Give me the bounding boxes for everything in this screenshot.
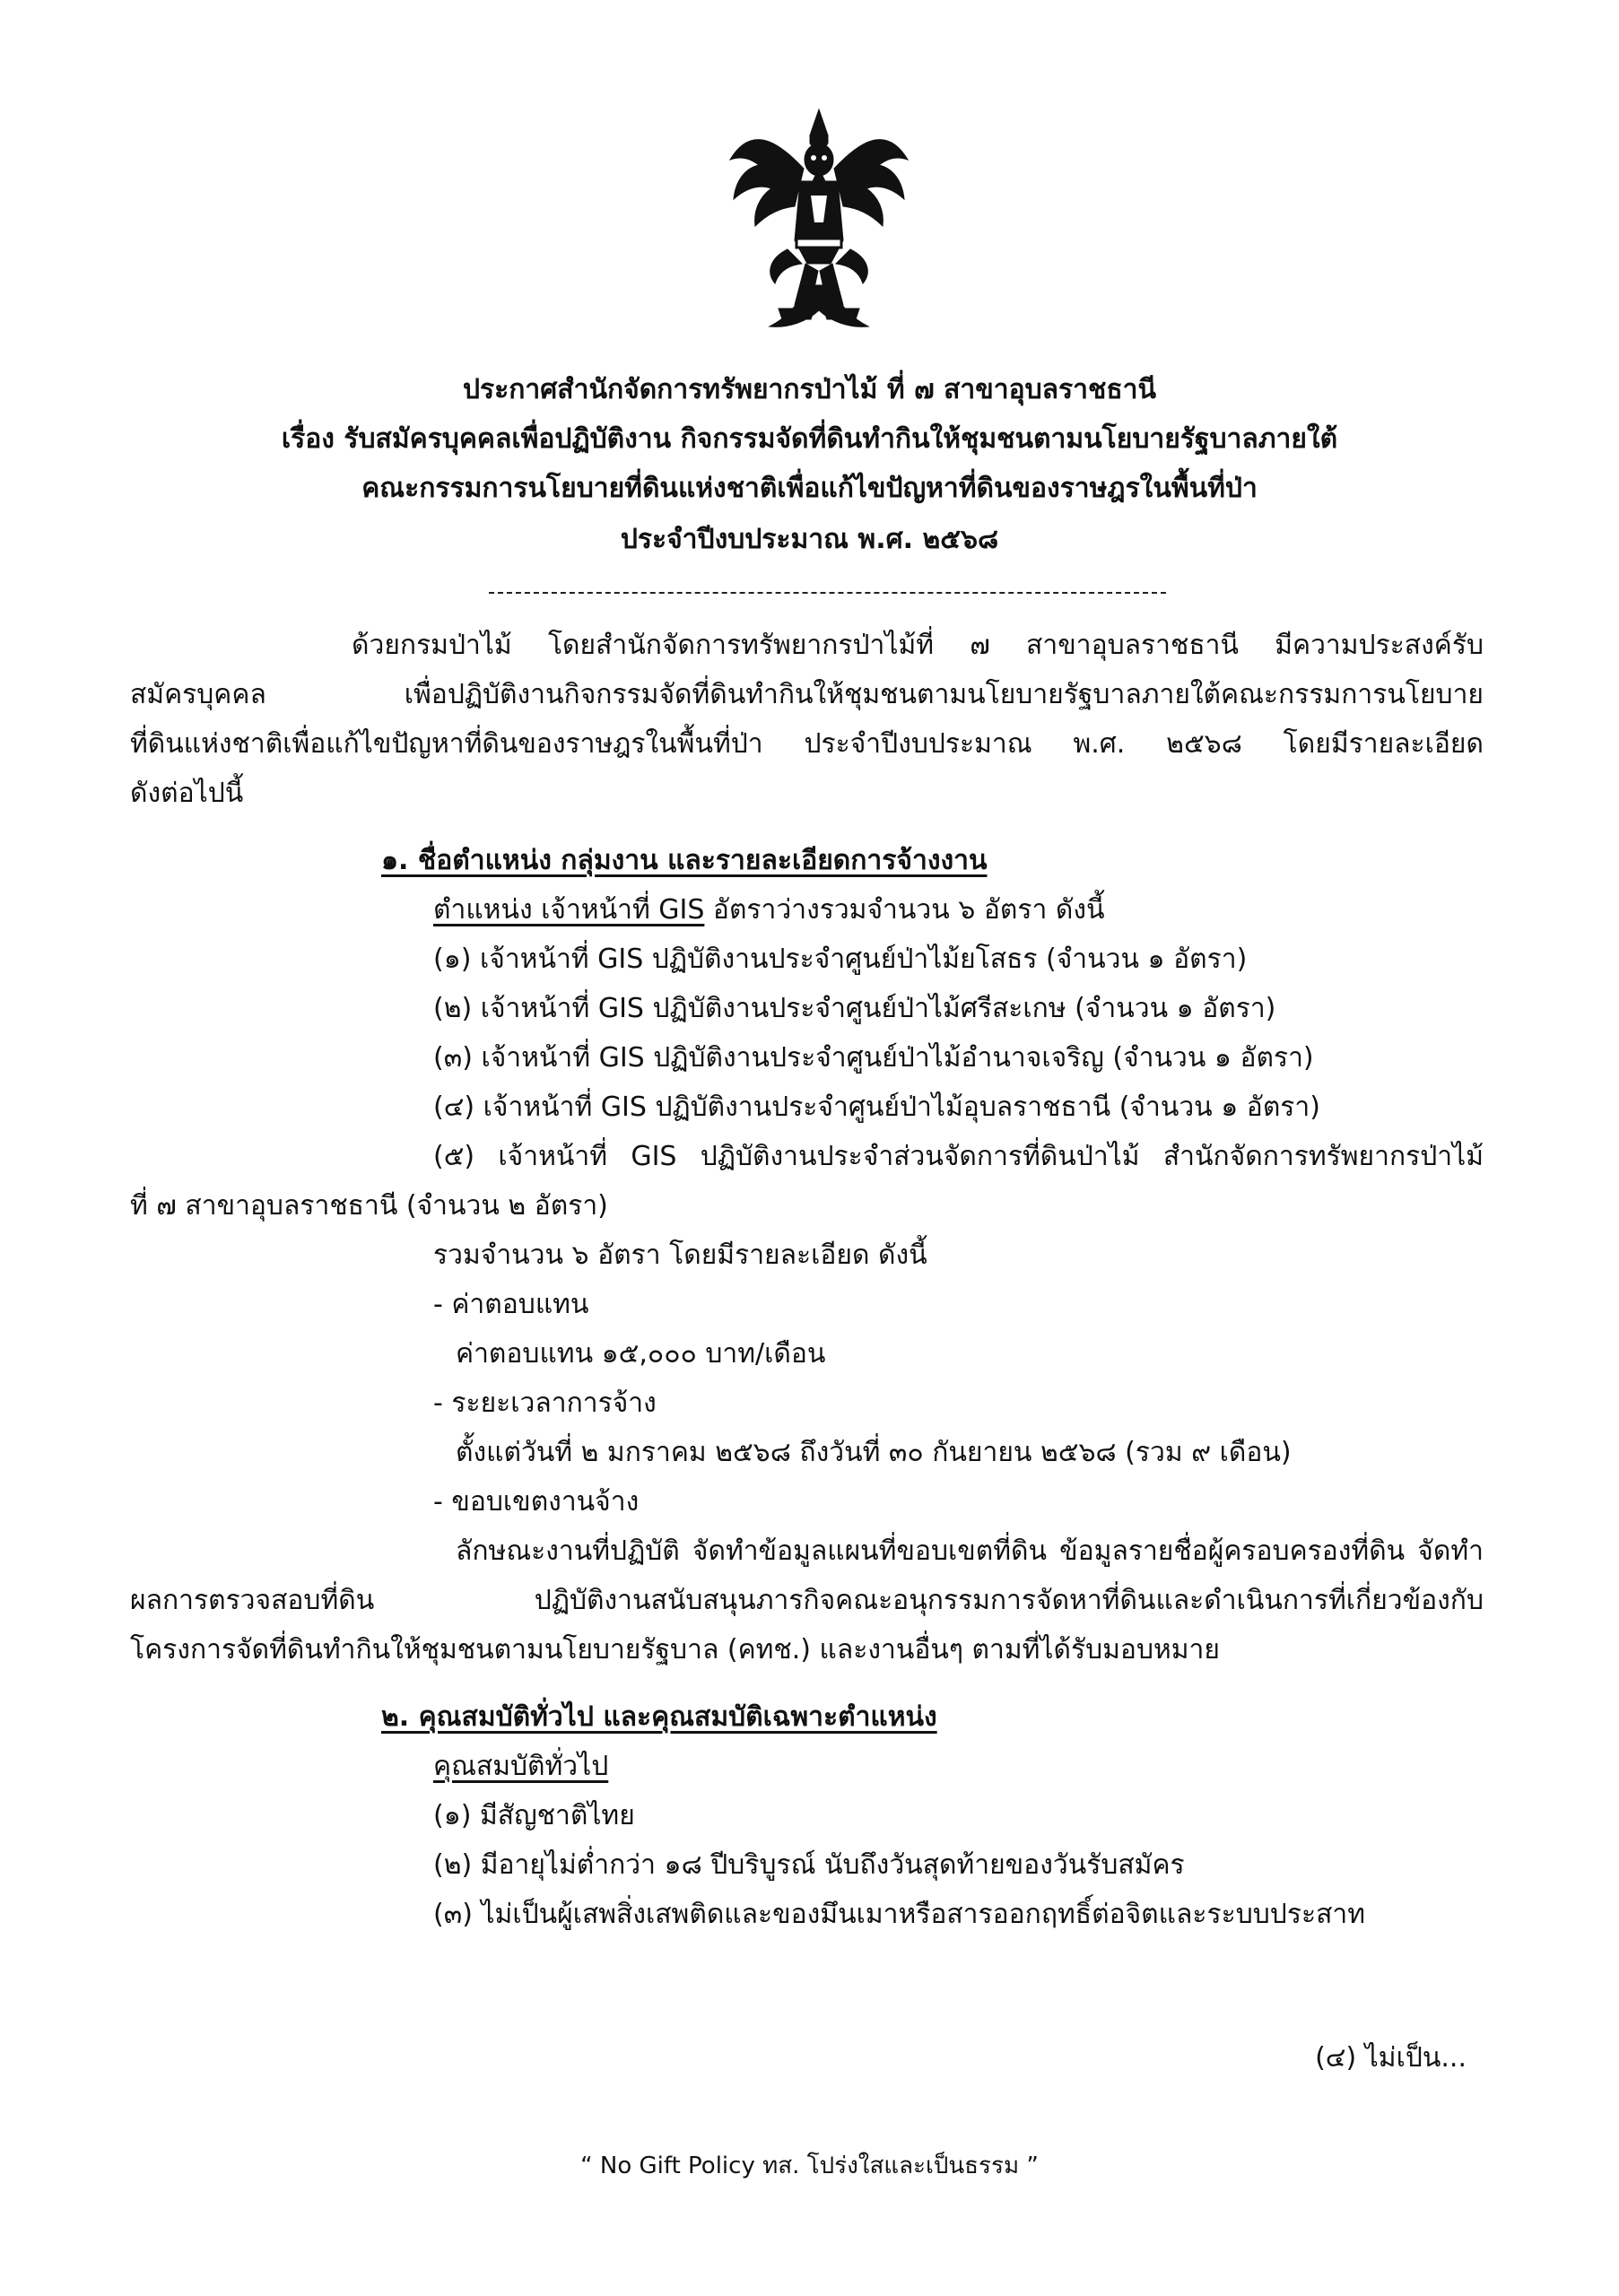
position-total: รวมจำนวน ๖ อัตรา โดยมีรายละเอียด ดังนี้ <box>433 1239 927 1271</box>
position-vacancies: อัตราว่างรวมจำนวน ๖ อัตรา ดังนี้ <box>704 894 1105 926</box>
intro-line-1: ด้วยกรมป่าไม้ โดยสำนักจัดการทรัพยากรป่าไม้ที่ ๗ สาขาอุบลราชธานี มีความประสงค์รับ <box>352 630 1484 661</box>
scope-label: - ขอบเขตงานจ้าง <box>433 1486 640 1518</box>
announcement-title-line-1: ประกาศสำนักจัดการทรัพยากรป่าไม้ ที่ ๗ สาขาอุบลราชธานี <box>462 374 1157 405</box>
intro-line-3: ที่ดินแห่งชาติเพื่อแก้ไขปัญหาที่ดินของราษฎรในพื้นที่ป่า ประจำปีงบประมาณ พ.ศ. ๒๕๖๘ โดยมีรายละเอียด <box>130 728 1484 760</box>
position-item-5-line-1: (๕) เจ้าหน้าที่ GIS ปฏิบัติงานประจำส่วนจัดการที่ดินป่าไม้ สำนักจัดการทรัพยากรป่าไม้ <box>433 1141 1484 1172</box>
position-line <box>433 892 1105 928</box>
qualification-item-1: (๑) มีสัญชาติไทย <box>433 1800 635 1831</box>
position-item-5-line-2: ที่ ๗ สาขาอุบลราชธานี (จำนวน ๒ อัตรา) <box>130 1190 608 1222</box>
intro-line-2: สมัครบุคคล เพื่อปฏิบัติงานกิจกรรมจัดที่ดินทำกินให้ชุมชนตามนโยบายรัฐบาลภายใต้คณะกรรมการนโยบาย <box>130 679 1484 710</box>
announcement-title-line-3: คณะกรรมการนโยบายที่ดินแห่งชาติเพื่อแก้ไขปัญหาที่ดินของราษฎรในพื้นที่ป่า <box>361 473 1258 504</box>
position-item-3: (๓) เจ้าหน้าที่ GIS ปฏิบัติงานประจำศูนย์ป่าไม้อำนาจเจริญ (จำนวน ๑ อัตรา) <box>433 1042 1314 1074</box>
position-item-1: (๑) เจ้าหน้าที่ GIS ปฏิบัติงานประจำศูนย์ป่าไม้ยโสธร (จำนวน ๑ อัตรา) <box>433 944 1248 975</box>
period-value: ตั้งแต่วันที่ ๒ มกราคม ๒๕๖๘ ถึงวันที่ ๓๐ กันยายน ๒๕๖๘ (รวม ๙ เดือน) <box>456 1437 1292 1468</box>
scope-line-1: ลักษณะงานที่ปฏิบัติ จัดทำข้อมูลแผนที่ขอบเขตที่ดิน ข้อมูลรายชื่อผู้ครอบครองที่ดิน จัดทำ <box>456 1535 1484 1567</box>
continuation-note: (๔) ไม่เป็น... <box>1315 2042 1467 2074</box>
footer-policy: “ No Gift Policy ทส. โปร่งใสและเป็นธรรม ” <box>580 2152 1039 2179</box>
general-qualifications-heading: คุณสมบัติทั่วไป <box>433 1751 609 1782</box>
section-1-heading: ๑. ชื่อตำแหน่ง กลุ่มงาน และรายละเอียดการจ้างงาน <box>381 845 988 876</box>
section-2-heading: ๒. คุณสมบัติทั่วไป และคุณสมบัติเฉพาะตำแหน่ง <box>381 1701 937 1733</box>
title-divider <box>489 592 1166 594</box>
qualification-item-2: (๒) มีอายุไม่ต่ำกว่า ๑๘ ปีบริบูรณ์ นับถึงวันสุดท้ายของวันรับสมัคร <box>433 1849 1185 1881</box>
period-label: - ระยะเวลาการจ้าง <box>433 1387 657 1419</box>
position-item-4: (๔) เจ้าหน้าที่ GIS ปฏิบัติงานประจำศูนย์ป่าไม้อุบลราชธานี (จำนวน ๑ อัตรา) <box>433 1091 1320 1123</box>
announcement-title-line-4: ประจำปีงบประมาณ พ.ศ. ๒๕๖๘ <box>620 524 999 555</box>
announcement-title-line-2: เรื่อง รับสมัครบุคคลเพื่อปฏิบัติงาน กิจกรรมจัดที่ดินทำกินให้ชุมชนตามนโยบายรัฐบาลภายใต้ <box>281 423 1338 455</box>
pay-label: - ค่าตอบแทน <box>433 1289 589 1320</box>
qualification-item-3: (๓) ไม่เป็นผู้เสพสิ่งเสพติดและของมึนเมาหรือสารออกฤทธิ์ต่อจิตและระบบประสาท <box>433 1899 1365 1930</box>
scope-line-3: โครงการจัดที่ดินทำกินให้ชุมชนตามนโยบายรัฐบาล (คทช.) และงานอื่นๆ ตามที่ได้รับมอบหมาย <box>130 1634 1220 1665</box>
pay-value: ค่าตอบแทน ๑๕,๐๐๐ บาท/เดือน <box>456 1338 826 1370</box>
position-item-2: (๒) เจ้าหน้าที่ GIS ปฏิบัติงานประจำศูนย์ป่าไม้ศรีสะเกษ (จำนวน ๑ อัตรา) <box>433 993 1276 1024</box>
position-label: ตำแหน่ง เจ้าหน้าที่ GIS <box>433 894 705 926</box>
intro-line-4: ดังต่อไปนี้ <box>130 778 244 809</box>
garuda-emblem-icon <box>725 106 913 339</box>
scope-line-2: ผลการตรวจสอบที่ดิน ปฏิบัติงานสนับสนุนภารกิจคณะอนุกรรมการจัดหาที่ดินและดำเนินการที่เกี่ยวข้องกับ <box>130 1585 1484 1616</box>
